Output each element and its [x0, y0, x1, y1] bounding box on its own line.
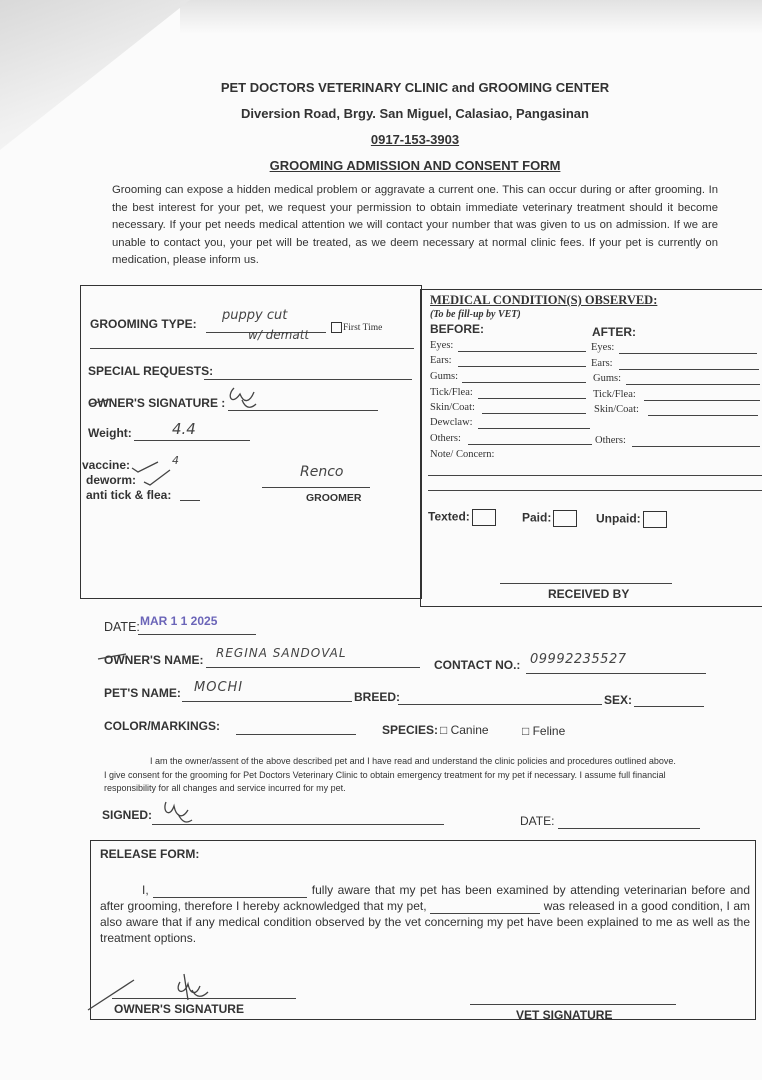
before-label: BEFORE: — [430, 322, 484, 336]
medical-subtitle: (To be fill-up by VET) — [430, 309, 521, 320]
after-tickflea-label: Tick/Flea: — [593, 389, 636, 400]
consent-paragraph-1: I am the owner/assent of the above described pet and I have read and understand the clinic policies and procedures outlined above. — [150, 756, 676, 766]
before-ears-line — [458, 366, 586, 367]
groomer-label: GROOMER — [306, 492, 362, 504]
consent-date-line — [558, 828, 700, 829]
groomer-name: Renco — [300, 464, 344, 480]
after-eyes-label: Eyes: — [591, 342, 615, 353]
contact-label: CONTACT NO.: — [434, 658, 521, 672]
sex-label: SEX: — [604, 693, 633, 707]
first-time-label: First Time — [343, 323, 383, 333]
color-label: COLOR/MARKINGS: — [104, 719, 220, 733]
canine-option[interactable]: □ Canine — [440, 723, 489, 737]
release-owner-signature-label: OWNER'S SIGNATURE — [114, 1002, 244, 1016]
consent-date-label: DATE: — [520, 814, 555, 828]
breed-label: BREED: — [354, 690, 401, 704]
clinic-address: Diversion Road, Brgy. San Miguel, Calasiao, Pangasinan — [241, 106, 589, 121]
after-tickflea-line — [644, 400, 760, 401]
before-gums-line — [462, 382, 586, 383]
contact-line — [526, 673, 706, 674]
pet-name-value: MOCHI — [194, 680, 244, 695]
date-stamp: MAR 1 1 2025 — [140, 614, 218, 628]
after-skincoat-line — [648, 415, 758, 416]
contact-value: 09992235527 — [530, 652, 627, 667]
clinic-phone: 0917-153-3903 — [370, 132, 460, 147]
color-line — [236, 734, 356, 735]
note-label: Note/ Concern: — [430, 449, 495, 460]
medical-title: MEDICAL CONDITION(S) OBSERVED: — [430, 293, 658, 307]
weight-label: Weight: — [88, 426, 132, 440]
note-line-1 — [428, 475, 762, 476]
release-vet-line — [470, 1004, 676, 1005]
anti-tick-label: anti tick & flea: — [86, 488, 172, 502]
after-label: AFTER: — [592, 325, 636, 339]
before-tickflea-label: Tick/Flea: — [430, 387, 473, 398]
release-pet-blank — [430, 913, 540, 914]
release-i-label: I, — [142, 883, 149, 897]
paid-label: Paid: — [522, 510, 577, 527]
signed-signature-mark — [160, 798, 200, 828]
groomer-line — [262, 487, 370, 488]
before-eyes-label: Eyes: — [430, 340, 454, 351]
owner-name-label: OWNER'S NAME: — [104, 653, 204, 667]
vaccine-note: 4 — [172, 454, 179, 467]
species-label: SPECIES: — [382, 723, 439, 737]
owner-name-line — [206, 667, 420, 668]
grooming-type-value-2: w/ dematt — [248, 328, 310, 342]
paid-checkbox[interactable] — [553, 510, 577, 527]
feline-option[interactable]: □ Feline — [522, 724, 566, 738]
texted-label: Texted: — [428, 509, 496, 526]
deworm-label: deworm: — [86, 473, 137, 487]
dewclaw-label: Dewclaw: — [430, 417, 473, 428]
release-text-2: was released in a good condition, I am also aware that if any medical condition observed by the vet concerning my pet have been explained to me as well as the treatment options. — [100, 899, 750, 945]
note-line-2 — [428, 490, 762, 491]
release-vet-signature-label: VET SIGNATURE — [516, 1008, 613, 1022]
texted-checkbox[interactable] — [472, 509, 496, 526]
after-gums-line — [626, 384, 760, 385]
special-requests-label: SPECIAL REQUESTS: — [88, 364, 214, 378]
others-after-label: Others: — [595, 435, 626, 446]
vaccine-label: vaccine: — [82, 458, 131, 472]
received-by-line — [500, 583, 672, 584]
scan-shadow — [180, 0, 762, 34]
before-gums-label: Gums: — [430, 371, 459, 382]
grooming-type-line-2 — [90, 348, 414, 349]
received-by-label: RECEIVED BY — [548, 587, 630, 601]
owner-signature-mark — [84, 386, 284, 416]
date-line — [138, 634, 256, 635]
special-requests-line — [204, 379, 412, 380]
intro-paragraph: Grooming can expose a hidden medical problem or aggravate a current one. This can occur during or after grooming. In the best interest for your pet, we request your permission to obtain immediate veterinary treatment should it become necessary. If your pet needs medical attention we will contact your number that was given to us on admission. If we are unable to contact you, your pet will be treated, as we deem necessary at normal clinic fees. If your pet is currently on medication, please inform us. — [112, 184, 718, 266]
after-skincoat-label: Skin/Coat: — [594, 404, 639, 415]
release-paragraph — [100, 882, 750, 946]
sex-line — [634, 706, 704, 707]
before-tickflea-line — [478, 398, 586, 399]
dewclaw-line — [478, 428, 590, 429]
others-label: Others: — [430, 433, 461, 444]
signed-label: SIGNED: — [102, 808, 153, 822]
before-ears-label: Ears: — [430, 355, 452, 366]
others-after-line — [632, 446, 760, 447]
after-ears-line — [619, 369, 759, 370]
before-eyes-line — [458, 351, 586, 352]
release-text-1: fully aware that my pet has been examined by attending veterinarian before and after grooming, therefore I hereby acknowledged that my pet, — [100, 883, 750, 913]
pet-name-label: PET'S NAME: — [104, 686, 181, 700]
date-label: DATE: — [104, 620, 140, 634]
anti-tick-line — [180, 500, 200, 501]
clinic-name: PET DOCTORS VETERINARY CLINIC and GROOMING CENTER — [220, 80, 610, 95]
grooming-type-label: GROOMING TYPE: — [90, 317, 197, 331]
form-title: GROOMING ADMISSION AND CONSENT FORM — [269, 158, 561, 173]
first-time-checkbox[interactable] — [331, 322, 342, 333]
after-ears-label: Ears: — [591, 358, 613, 369]
grooming-type-value: puppy cut — [222, 308, 288, 323]
breed-line — [398, 704, 602, 705]
after-gums-label: Gums: — [593, 373, 622, 384]
others-line — [468, 444, 592, 445]
before-skincoat-label: Skin/Coat: — [430, 402, 475, 413]
release-title: RELEASE FORM: — [100, 847, 200, 861]
unpaid-label: Unpaid: — [596, 511, 667, 528]
weight-value: 4.4 — [172, 420, 196, 438]
medical-box — [420, 289, 762, 607]
unpaid-checkbox[interactable] — [643, 511, 667, 528]
owner-name-strike — [96, 650, 136, 664]
consent-paragraph-2: I give consent for the grooming for Pet Doctors Veterinary Clinic to obtain emergency treatment for my pet if necessary. I assume full financial responsibility for all changes and service incurred for my pet. — [104, 770, 666, 793]
weight-line — [134, 440, 250, 441]
folded-corner — [0, 0, 190, 150]
before-skincoat-line — [482, 413, 586, 414]
owner-name-value: REGINA SANDOVAL — [216, 646, 347, 660]
owner-signature-label: OWNER'S SIGNATURE : — [88, 396, 226, 410]
release-owner-line — [112, 998, 296, 999]
after-eyes-line — [619, 353, 757, 354]
vaccine-deworm-checkmarks — [130, 458, 190, 488]
pet-name-line — [182, 701, 352, 702]
release-name-blank — [153, 897, 307, 898]
